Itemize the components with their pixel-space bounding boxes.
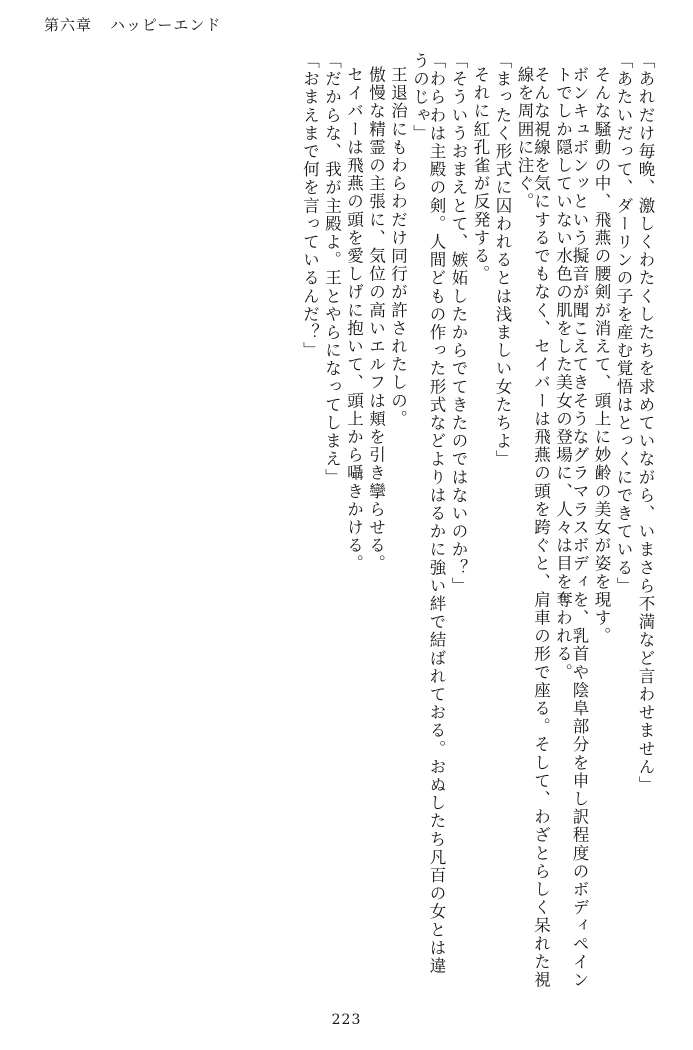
text-column: 「おまえまで何を言っているんだ？」: [300, 52, 320, 360]
chapter-number: 第六章: [44, 16, 93, 34]
text-column: 王退治にもわらわだけ同行が許されたしの。: [388, 66, 408, 428]
text-column: ボンキュボンッという擬音が聞こえてきそうなグラマラスボディを、乳首や陰阜部分を申し訳程度のボディペイントでしか隠していない水色の肌をした美女の登場に、人々は目を奪われる。: [553, 66, 589, 990]
chapter-title: ハッピーエンド: [110, 16, 222, 34]
text-column: 「だからな、我が主殿よ。王とやらになってしまえ」: [322, 52, 342, 487]
text-column: 傲慢な精霊の主張に、気位の高いエルフは頬を引き攣らせる。: [366, 66, 386, 573]
page-number: 223: [331, 1012, 362, 1028]
running-header: [44, 14, 221, 35]
text-column: 「あれだけ毎晩、激しくわたくしたちを求めていながら、いまさら不満など言わせません」: [636, 52, 655, 795]
text-column: 「そういうおまえとて、嫉妬したからでてきたのではないのか？」: [449, 52, 468, 595]
text-column: 「まったく形式に囚われるとは浅ましい女たちよ」: [493, 52, 512, 469]
text-column: そんな視線を気にするでもなく、セイバーは飛燕の頭を跨ぐと、肩車の形で座る。そして、わざとらしく呆れた視線を周囲に注ぐ。: [515, 66, 551, 990]
text-column: 「わらわは主殿の剣。人間どもの作った形式などよりはるかに強い絆で結ばれておる。おぬしたち凡百の女とは違うのじゃ」: [410, 52, 446, 976]
text-column: 「あたいだって、ダーリンの子を産む覚悟はとっくにできている」: [614, 52, 633, 595]
text-column: セイバーは飛燕の頭を愛しげに抱いて、頭上から囁きかける。: [344, 66, 364, 573]
text-column: そんな騒動の中、飛燕の腰剣が消えて、頭上に妙齢の美女が姿を現す。: [592, 66, 611, 646]
text-column: それに紅孔雀が反発する。: [471, 66, 490, 284]
vertical-text-body: [44, 52, 655, 990]
